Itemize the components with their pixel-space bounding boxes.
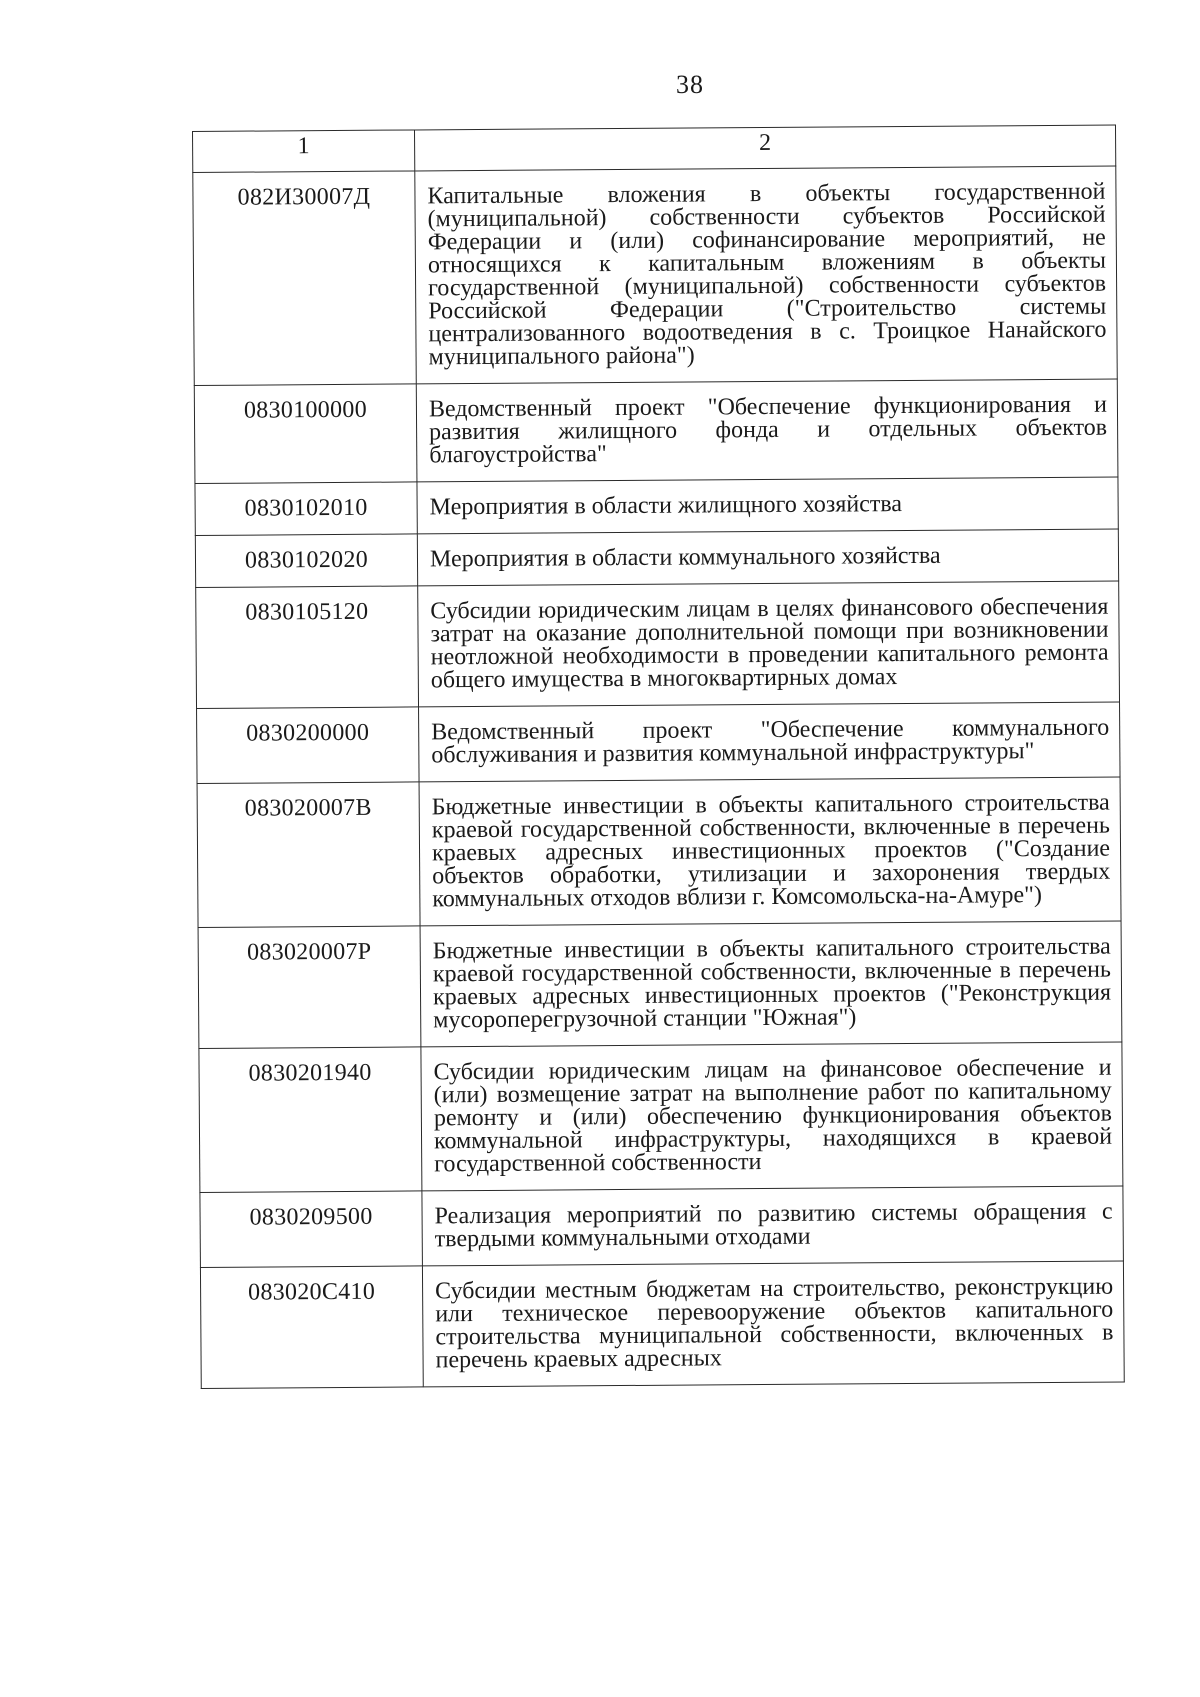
- row-code: 0830201940: [199, 1047, 422, 1193]
- row-code: 0830102020: [195, 534, 417, 588]
- row-code: 0830102010: [195, 482, 417, 536]
- row-description: Субсидии юридическим лицам в целях финансового обеспечения затрат на оказание дополнительной помощи при возникновении неотложной необходимости в проведении капитального ремонта общего имущества в многоквартирных домах: [418, 581, 1120, 707]
- table-row: [196, 581, 1120, 708]
- column-header-name: 2: [414, 125, 1115, 171]
- row-description: Бюджетные инвестиции в объекты капитального строительства краевой государственной собственности, включенные в перечень краевых адресных инвестиционных проектов ("Создание объектов обработки, утилизации и захоронения твердых коммунальных отходов вблизи г. Комсомольска-на-Амуре"): [419, 777, 1121, 926]
- table-row: [200, 1261, 1124, 1388]
- row-description: Субсидии юридическим лицам на финансовое обеспечение и (или) возмещение затрат на выполнение работ по капитальному ремонту и (или) обеспечению функционирования объектов коммунальной инфраструктуры, находящихся в краевой государственной собственности: [421, 1042, 1123, 1191]
- table-header-row: [193, 125, 1116, 172]
- row-description: Ведомственный проект "Обеспечение функционирования и развития жилищного фонда и отдельных объектов благоустройства": [416, 379, 1118, 482]
- row-description: Мероприятия в области коммунального хозяйства: [417, 529, 1118, 586]
- table-row: [195, 529, 1118, 587]
- table-row: [193, 166, 1117, 385]
- table-row: [194, 379, 1118, 483]
- table-row: [199, 1042, 1123, 1192]
- row-description: Субсидии местным бюджетам на строительство, реконструкцию или техническое перевооружение объектов капитального строительства муниципальной собственности, включенных в перечень краевых адресных: [422, 1261, 1124, 1387]
- budget-classification-table: [192, 125, 1125, 1389]
- row-description: Капитальные вложения в объекты государственной (муниципальной) собственности субъектов Российской Федерации и (или) софинансирование мероприятий, не относящихся к капитальным вложениям в объекты государственной (муниципальной) собственности субъектов Российской Федерации ("Строительство системы централизованного водоотведения в с. Троицкое Нанайского муниципального района"): [415, 166, 1117, 384]
- page-number: 38: [676, 70, 704, 99]
- row-code: 0830200000: [197, 707, 420, 784]
- table-row: [197, 702, 1121, 783]
- row-code: 0830209500: [200, 1191, 423, 1268]
- table-row: [200, 1186, 1124, 1267]
- table-row: [197, 777, 1121, 927]
- row-description: Реализация мероприятий по развитию системы обращения с твердыми коммунальными отходами: [422, 1186, 1124, 1266]
- row-code: 083020С410: [200, 1266, 423, 1389]
- column-header-code: 1: [193, 130, 415, 173]
- table-row: [198, 921, 1122, 1048]
- table-row: [195, 477, 1118, 535]
- row-code: 0830100000: [194, 384, 417, 484]
- row-description: Ведомственный проект "Обеспечение коммунального обслуживания и развития коммунальной инфраструктуры": [419, 702, 1121, 782]
- row-code: 083020007Р: [198, 926, 421, 1049]
- row-code: 082И30007Д: [193, 171, 416, 386]
- row-description: Бюджетные инвестиции в объекты капитального строительства краевой государственной собственности, включенные в перечень краевых адресных инвестиционных проектов ("Реконструкция мусороперегрузочной станции "Южная"): [420, 921, 1122, 1047]
- row-code: 083020007В: [197, 782, 420, 928]
- row-code: 0830105120: [196, 586, 419, 709]
- row-description: Мероприятия в области жилищного хозяйства: [417, 477, 1118, 534]
